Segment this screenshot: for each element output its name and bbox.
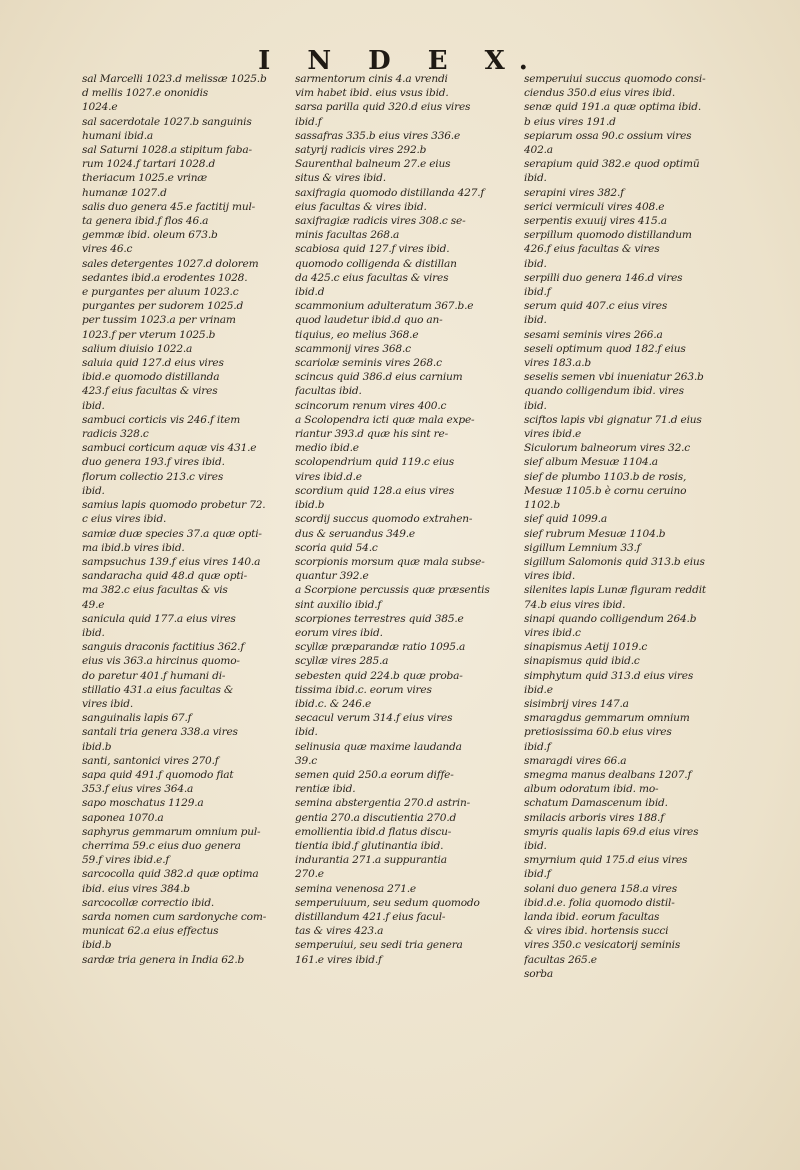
index-entry-line: ibid. xyxy=(524,314,547,327)
index-entry-line: eorum vires ibid. xyxy=(295,626,383,639)
index-entry-line: 39.c xyxy=(295,754,317,767)
index-entry-line: facultas ibid. xyxy=(295,385,362,398)
index-entry-line: semina abstergentia 270.d astrin- xyxy=(295,797,470,810)
index-entry-line: 74.b eius vires ibid. xyxy=(524,598,626,611)
index-entry-line: scammonij vires 368.c xyxy=(295,342,411,355)
index-entry-line: humanæ 1027.d xyxy=(82,186,167,199)
index-entry-line: sisimbrij vires 147.a xyxy=(524,697,629,710)
index-entry-line: sardæ tria genera in India 62.b xyxy=(82,953,245,966)
index-entry-line: 1023.f per vterum 1025.b xyxy=(82,328,216,341)
index-entry-line: quod laudetur ibid.d quo an- xyxy=(295,314,443,327)
index-entry-line: ibid.f xyxy=(524,286,551,299)
index-entry-line: sampsuchus 139.f eius vires 140.a xyxy=(82,555,261,568)
index-entry-line: sigillum Lemnium 33.f xyxy=(524,541,641,554)
index-entry-line: medio ibid.e xyxy=(295,442,359,455)
index-entry-line: c eius vires ibid. xyxy=(82,513,167,526)
index-entry-line: serapini vires 382.f xyxy=(524,186,624,199)
index-entry-line: pretiosissima 60.b eius vires xyxy=(524,726,672,739)
index-entry-line: sambuci corticum aquæ vis 431.e xyxy=(82,442,257,455)
index-entry-line: samius lapis quomodo probetur 72. xyxy=(82,499,266,512)
index-entry-line: 49.e xyxy=(82,598,105,611)
index-entry-line: ta genera ibid.f flos 46.a xyxy=(82,215,209,228)
index-entry-line: serici vermiculi vires 408.e xyxy=(524,200,665,213)
index-entry-line: vires 183.a.b xyxy=(524,357,591,370)
index-entry-line: ibid.b xyxy=(82,939,112,952)
index-column-3 xyxy=(524,72,742,981)
index-entry-line: vires ibid. xyxy=(524,570,576,583)
index-entry-line: scoria quid 54.c xyxy=(295,541,378,554)
index-entry-line: 270.e xyxy=(295,868,324,881)
index-entry-line: scabiosa quid 127.f vires ibid. xyxy=(295,243,450,256)
index-entry-line: municat 62.a eius effectus xyxy=(82,925,219,938)
index-entry-line: scariolæ seminis vires 268.c xyxy=(295,357,442,370)
index-entry-line: ibid.c. & 246.e xyxy=(295,697,372,710)
index-entry-line: salium diuisio 1022.a xyxy=(82,342,193,355)
index-entry-line: sarcocolla quid 382.d quæ optima xyxy=(82,868,259,881)
index-entry-line: serum quid 407.c eius vires xyxy=(524,300,668,313)
index-entry-line: 353.f eius vires 364.a xyxy=(82,783,194,796)
index-entry-line: sanicula quid 177.a eius vires xyxy=(82,612,236,625)
index-entry-line: saxifragiæ radicis vires 308.c se- xyxy=(295,215,466,228)
index-entry-line: humani ibid.a xyxy=(82,129,154,142)
index-entry-line: ibid.f xyxy=(524,740,551,753)
index-entry-line: album odoratum ibid. mo- xyxy=(524,783,659,796)
index-entry-line: sambuci corticis vis 246.f item xyxy=(82,413,241,426)
index-entry-line: ibid.d.e. folia quomodo distil- xyxy=(524,896,675,909)
index-entry-line: riantur 393.d quæ his sint re- xyxy=(295,428,448,441)
index-entry-line: 59.f vires ibid.e.f xyxy=(82,854,170,867)
index-entry-line: seseli optimum quod 182.f eius xyxy=(524,342,686,355)
index-entry-line: sapo moschatus 1129.a xyxy=(82,797,204,810)
index-entry-line: scorpionis morsum quæ mala subse- xyxy=(295,555,485,568)
index-entry-line: seselis semen vbi inueniatur 263.b xyxy=(524,371,704,384)
index-entry-line: scincorum renum vires 400.c xyxy=(295,399,447,412)
index-entry-line: saluia quid 127.d eius vires xyxy=(82,357,224,370)
index-entry-line: scordij succus quomodo extrahen- xyxy=(295,513,473,526)
index-entry-line: saphyrus gemmarum omnium pul- xyxy=(82,825,261,838)
index-entry-line: minis facultas 268.a xyxy=(295,229,400,242)
index-entry-line: per tussim 1023.a per vrinam xyxy=(82,314,236,327)
index-entry-line: dus & seruandus 349.e xyxy=(295,527,416,540)
index-entry-line: ma 382.c eius facultas & vis xyxy=(82,584,228,597)
index-entry-line: sal Saturni 1028.a stipitum faba- xyxy=(82,144,252,157)
index-entry-line: ibid.f xyxy=(295,115,322,128)
index-entry-line: silenites lapis Lunæ figuram reddit xyxy=(524,584,706,597)
index-entry-line: vires 350.c vesicatorij seminis xyxy=(524,939,681,952)
index-column-1 xyxy=(82,72,300,967)
index-entry-line: simphytum quid 313.d eius vires xyxy=(524,669,694,682)
index-entry-line: semperuiuum, seu sedum quomodo xyxy=(295,896,480,909)
index-entry-line: ibid. xyxy=(524,399,547,412)
index-column-2 xyxy=(295,72,517,967)
index-entry-line: serpillum quomodo distillandum xyxy=(524,229,692,242)
index-entry-line: vires 46.c xyxy=(82,243,133,256)
index-entry-line: ibid.b xyxy=(82,740,112,753)
index-entry-line: sal Marcelli 1023.d melissæ 1025.b xyxy=(82,73,267,85)
index-entry-line: eius facultas & vires ibid. xyxy=(295,200,427,213)
index-entry-line: sarcocollæ correctio ibid. xyxy=(82,896,215,909)
index-entry-line: santali tria genera 338.a vires xyxy=(82,726,238,739)
index-entry-line: situs & vires ibid. xyxy=(295,172,386,185)
index-entry-line: b eius vires 191.d xyxy=(524,115,616,128)
index-entry-line: ibid. xyxy=(82,484,105,497)
index-entry-line: sales detergentes 1027.d dolorem xyxy=(82,257,259,270)
index-entry-line: sarmentorum cinis 4.a vrendi xyxy=(295,73,448,85)
index-entry-line: sief rubrum Mesuæ 1104.b xyxy=(524,527,666,540)
index-entry-line: saxifragia quomodo distillanda 427.f xyxy=(295,186,485,199)
index-entry-line: sal sacerdotale 1027.b sanguinis xyxy=(82,115,252,128)
index-entry-line: sapa quid 491.f quomodo fiat xyxy=(82,768,234,781)
index-entry-line: smyrnium quid 175.d eius vires xyxy=(524,854,688,867)
index-entry-line: scammonium adulteratum 367.b.e xyxy=(295,300,474,313)
index-entry-line: smegma manus dealbans 1207.f xyxy=(524,768,692,781)
index-entry-line: vires ibid.c xyxy=(524,626,581,639)
index-entry-line: ibid.f xyxy=(524,868,551,881)
index-entry-line: sinapismus quid ibid.c xyxy=(524,655,640,668)
index-entry-line: cherrima 59.c eius duo genera xyxy=(82,839,241,852)
index-entry-line: sinapismus Aetij 1019.c xyxy=(524,641,648,654)
index-entry-line: santi, santonici vires 270.f xyxy=(82,754,219,767)
index-entry-line: emollientia ibid.d flatus discu- xyxy=(295,825,452,838)
index-entry-line: e purgantes per aluum 1023.c xyxy=(82,286,239,299)
index-entry-line: vires ibid.d.e xyxy=(295,470,362,483)
index-entry-line: smilacis arboris vires 188.f xyxy=(524,811,664,824)
index-entry-line: ibid. xyxy=(524,172,547,185)
index-entry-line: sciftos lapis vbi gignatur 71.d eius xyxy=(524,413,702,426)
index-entry-line: a Scorpione percussis quæ præsentis xyxy=(295,584,490,597)
index-entry-line: tiquius, eo melius 368.e xyxy=(295,328,419,341)
index-entry-line: 1102.b xyxy=(524,499,560,512)
index-entry-line: vires ibid.e xyxy=(524,428,582,441)
index-entry-line: sanguinalis lapis 67.f xyxy=(82,712,192,725)
index-entry-line: sief quid 1099.a xyxy=(524,513,607,526)
index-entry-line: sanguis draconis factitius 362.f xyxy=(82,641,245,654)
index-entry-line: vim habet ibid. eius vsus ibid. xyxy=(295,87,449,100)
index-entry-line: 1024.e xyxy=(82,101,118,114)
index-entry-line: sinapi quando colligendum 264.b xyxy=(524,612,697,625)
index-entry-line: sarda nomen cum sardonyche com- xyxy=(82,910,267,923)
index-entry-line: vires ibid. xyxy=(82,697,134,710)
index-entry-line: serpilli duo genera 146.d vires xyxy=(524,271,683,284)
index-entry-line: ibid.d xyxy=(295,286,325,299)
index-entry-line: semperuiui, seu sedi tria genera xyxy=(295,939,463,952)
index-entry-line: saponea 1070.a xyxy=(82,811,164,824)
index-entry-line: semen quid 250.a eorum diffe- xyxy=(295,768,454,781)
index-entry-line: landa ibid. eorum facultas xyxy=(524,910,660,923)
index-entry-line: Mesuæ 1105.b è cornu ceruino xyxy=(524,484,687,497)
index-entry-line: florum collectio 213.c vires xyxy=(82,470,224,483)
index-entry-line: ibid.b xyxy=(295,499,325,512)
index-entry-line: sint auxilio ibid.f xyxy=(295,598,382,611)
index-entry-line: tissima ibid.c. eorum vires xyxy=(295,683,432,696)
index-entry-line: & vires ibid. hortensis succi xyxy=(524,925,669,938)
index-entry-line: smyris qualis lapis 69.d eius vires xyxy=(524,825,699,838)
index-entry-line: ibid. xyxy=(524,839,547,852)
index-entry-line: scyllæ præparandæ ratio 1095.a xyxy=(295,641,466,654)
index-entry-line: 402.a xyxy=(524,144,553,157)
index-entry-line: senæ quid 191.a quæ optima ibid. xyxy=(524,101,702,114)
index-entry-line: 426.f eius facultas & vires xyxy=(524,243,660,256)
index-entry-line: smaragdi vires 66.a xyxy=(524,754,627,767)
index-entry-line: schatum Damascenum ibid. xyxy=(524,797,668,810)
index-entry-line: a Scolopendra icti quæ mala expe- xyxy=(295,413,475,426)
index-entry-line: semperuiui succus quomodo consi- xyxy=(524,73,706,85)
index-entry-line: gemmæ ibid. oleum 673.b xyxy=(82,229,218,242)
index-entry-line: tas & vires 423.a xyxy=(295,925,384,938)
index-entry-line: ibid. xyxy=(524,257,547,270)
index-entry-line: scincus quid 386.d eius carnium xyxy=(295,371,463,384)
index-entry-line: scordium quid 128.a eius vires xyxy=(295,484,455,497)
index-entry-line: serapium quid 382.e quod optimū xyxy=(524,158,700,171)
index-entry-line: radicis 328.c xyxy=(82,428,149,441)
index-entry-line: rum 1024.f tartari 1028.d xyxy=(82,158,216,171)
index-entry-line: satyrij radicis vires 292.b xyxy=(295,144,427,157)
index-entry-line: duo genera 193.f vires ibid. xyxy=(82,456,225,469)
index-entry-line: sepiarum ossa 90.c ossium vires xyxy=(524,129,692,142)
index-entry-line: ibid. xyxy=(295,726,318,739)
index-entry-line: Saurenthal balneum 27.e eius xyxy=(295,158,451,171)
index-entry-line: sief album Mesuæ 1104.a xyxy=(524,456,658,469)
index-entry-line: scorpiones terrestres quid 385.e xyxy=(295,612,464,625)
index-entry-line: sebesten quid 224.b quæ proba- xyxy=(295,669,463,682)
index-entry-line: purgantes per sudorem 1025.d xyxy=(82,300,244,313)
index-entry-line: ma ibid.b vires ibid. xyxy=(82,541,185,554)
index-entry-line: ciendus 350.d eius vires ibid. xyxy=(524,87,676,100)
index-entry-line: tientia ibid.f glutinantia ibid. xyxy=(295,839,444,852)
index-entry-line: da 425.c eius facultas & vires xyxy=(295,271,449,284)
index-entry-line: salis duo genera 45.e factitij mul- xyxy=(82,200,256,213)
index-entry-line: sesami seminis vires 266.a xyxy=(524,328,663,341)
index-entry-line: solani duo genera 158.a vires xyxy=(524,882,677,895)
index-entry-line: secacul verum 314.f eius vires xyxy=(295,712,453,725)
index-entry-line: ibid.e quomodo distillanda xyxy=(82,371,220,384)
index-entry-line: sarsa parilla quid 320.d eius vires xyxy=(295,101,471,114)
index-entry-line: theriacum 1025.e vrinæ xyxy=(82,172,208,185)
index-entry-line: scyllæ vires 285.a xyxy=(295,655,389,668)
index-entry-line: serpentis exuuij vires 415.a xyxy=(524,215,667,228)
index-entry-line: ibid. xyxy=(82,626,105,639)
index-entry-line: indurantia 271.a suppurantia xyxy=(295,854,447,867)
index-entry-line: quomodo colligenda & distillan xyxy=(295,257,457,270)
index-entry-line: d mellis 1027.e ononidis xyxy=(82,87,208,100)
index-entry-line: semina venenosa 271.e xyxy=(295,882,416,895)
index-entry-line: 161.e vires ibid.f xyxy=(295,953,382,966)
index-entry-line: sief de plumbo 1103.b de rosis, xyxy=(524,470,687,483)
index-entry-line: smaragdus gemmarum omnium xyxy=(524,712,690,725)
index-entry-line: sassafras 335.b eius vires 336.e xyxy=(295,129,461,142)
index-entry-line: do paretur 401.f humani di- xyxy=(82,669,226,682)
index-entry-line: rentiæ ibid. xyxy=(295,783,356,796)
index-entry-line: facultas 265.e xyxy=(524,953,597,966)
index-entry-line: sigillum Salomonis quid 313.b eius xyxy=(524,555,705,568)
index-entry-line: ibid. xyxy=(82,399,105,412)
index-entry-line: sedantes ibid.a erodentes 1028. xyxy=(82,271,248,284)
index-entry-line: distillandum 421.f eius facul- xyxy=(295,910,446,923)
page-title: I N D E X. xyxy=(258,46,542,76)
index-entry-line: sandaracha quid 48.d quæ opti- xyxy=(82,570,247,583)
index-entry-line: samiæ duæ species 37.a quæ opti- xyxy=(82,527,262,540)
index-entry-line: gentia 270.a discutientia 270.d xyxy=(295,811,457,824)
index-entry-line: Siculorum balneorum vires 32.c xyxy=(524,442,691,455)
index-entry-line: stillatio 431.a eius facultas & xyxy=(82,683,234,696)
index-entry-line: quando colligendum ibid. vires xyxy=(524,385,684,398)
index-entry-line: ibid.e xyxy=(524,683,553,696)
index-entry-line: sorba xyxy=(524,967,553,980)
index-entry-line: scolopendrium quid 119.c eius xyxy=(295,456,455,469)
index-entry-line: quantur 392.e xyxy=(295,570,369,583)
index-entry-line: 423.f eius facultas & vires xyxy=(82,385,218,398)
index-entry-line: eius vis 363.a hircinus quomo- xyxy=(82,655,240,668)
index-entry-line: selinusia quæ maxime laudanda xyxy=(295,740,462,753)
index-entry-line: ibid. eius vires 384.b xyxy=(82,882,190,895)
